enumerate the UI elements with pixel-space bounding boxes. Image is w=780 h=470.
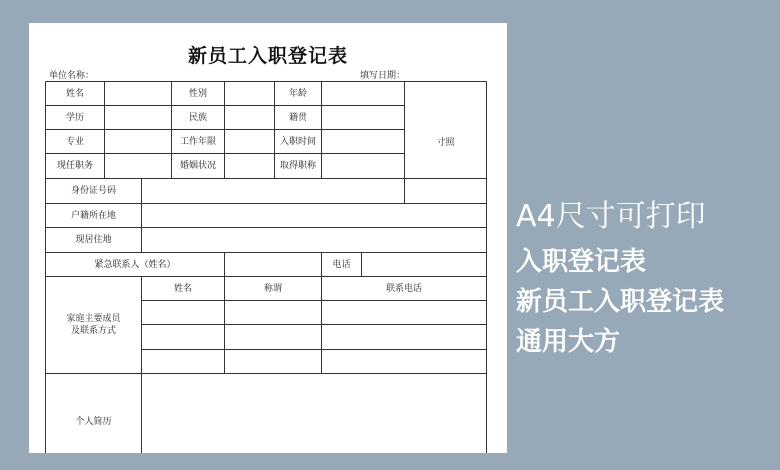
- gender-label: 性别: [188, 88, 207, 99]
- promo-line-new-employee: 新员工入职登记表: [516, 287, 725, 317]
- form-paper: [29, 23, 507, 453]
- promo-line-general: 通用大方: [516, 327, 621, 357]
- entry-time-label: 入职时间: [279, 136, 316, 147]
- marital-status-label: 婚姻状况: [179, 161, 216, 171]
- name-label: 姓名: [65, 88, 84, 99]
- family-contact-header: 联系电话: [385, 283, 422, 294]
- family-members-label: 家庭主要成员 及联系方式: [66, 314, 121, 336]
- age-label: 年龄: [288, 88, 307, 99]
- residence-label: 现居住地: [75, 235, 112, 245]
- title-obtained-label: 取得职称: [279, 161, 316, 171]
- promo-line-registration: 入职登记表: [516, 247, 647, 277]
- unit-name-label: 单位名称：: [49, 71, 95, 81]
- major-label: 专业: [65, 136, 84, 147]
- emergency-contact-label: 紧急联系人（姓名）: [94, 259, 176, 270]
- native-place-label: 籍贯: [288, 112, 307, 123]
- family-relation-header: 称谓: [263, 283, 282, 294]
- ethnicity-label: 民族: [188, 112, 207, 123]
- promo-line-a4: A4尺寸可打印: [516, 199, 706, 234]
- resume-label: 个人简历: [75, 417, 112, 427]
- form-title: 新员工入职登记表: [187, 45, 348, 67]
- education-label: 学历: [65, 112, 84, 123]
- position-label: 现任职务: [56, 161, 93, 171]
- work-years-label: 工作年限: [179, 136, 216, 147]
- fill-date-label: 填写日期：: [360, 71, 406, 81]
- photo-label: 寸照: [436, 137, 455, 148]
- phone-label: 电话: [332, 259, 351, 270]
- family-name-header: 姓名: [173, 283, 192, 294]
- id-number-label: 身份证号码: [70, 186, 116, 196]
- household-label: 户籍所在地: [70, 210, 116, 221]
